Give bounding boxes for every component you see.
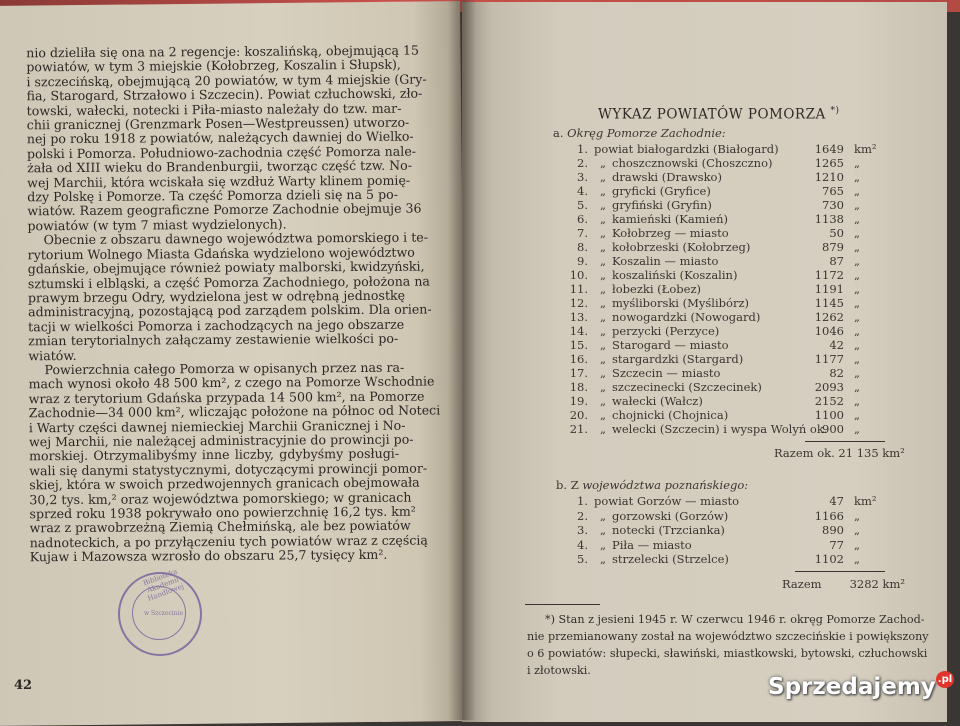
district-name: notecki (Trzcianka) bbox=[612, 523, 725, 537]
ditto-mark: „ bbox=[600, 170, 606, 184]
sum-rule bbox=[805, 441, 885, 442]
text-line: fia, Starogard, Strzałowo i Szczecin). Powiat człuchowski, zło- bbox=[26, 85, 423, 104]
watermark-suffix: .pl bbox=[936, 671, 954, 688]
table-row bbox=[560, 352, 890, 366]
text-line: nej po roku 1918 z powiatów, należących dawniej do Wielko- bbox=[26, 129, 414, 147]
title-text: WYKAZ POWIATÓW POMORZA bbox=[598, 106, 826, 123]
area-unit: „ bbox=[854, 422, 860, 436]
area-value: 1265 bbox=[814, 156, 844, 170]
text-line: 30,2 tys. km,² oraz województwa pomorskiego; w granicach bbox=[29, 489, 412, 507]
district-name: drawski (Drawsko) bbox=[612, 170, 722, 184]
area-unit: „ bbox=[854, 324, 860, 338]
area-value: 1210 bbox=[814, 170, 844, 184]
row-number: 11. bbox=[569, 282, 588, 296]
area-unit: „ bbox=[854, 523, 860, 537]
text-line: nadnoteckich, a po przyłączeniu tych powiatów wraz z częścią bbox=[29, 532, 428, 551]
district-name: kołobrzeski (Kołobrzeg) bbox=[612, 240, 751, 254]
table-row bbox=[560, 509, 890, 523]
table-row bbox=[560, 254, 890, 268]
district-name: gryficki (Gryfice) bbox=[612, 184, 711, 198]
table-row bbox=[560, 240, 890, 254]
table-row bbox=[560, 366, 890, 380]
area-value: 47 bbox=[829, 494, 844, 508]
row-number: 3. bbox=[577, 523, 588, 537]
ditto-mark: „ bbox=[600, 394, 606, 408]
area-unit: „ bbox=[854, 240, 860, 254]
ditto-mark: „ bbox=[600, 310, 606, 324]
area-value: 77 bbox=[829, 537, 844, 552]
text-line: towski, wałecki, notecki i Piła-miasto należały do tzw. mar- bbox=[26, 100, 402, 118]
text-line: mach wynosi około 48 500 km², z czego na Pomorze Wschodnie bbox=[28, 373, 435, 392]
district-name: powiat Gorzów — miasto bbox=[594, 494, 740, 508]
section-letter: a. bbox=[553, 126, 564, 140]
table-row bbox=[560, 380, 890, 394]
district-name: strzelecki (Strzelce) bbox=[612, 552, 729, 566]
row-number: 6. bbox=[577, 212, 588, 226]
district-name: Piła — miasto bbox=[612, 537, 692, 552]
text-line: i szczecińską, obejmującą 20 powiatów, w tym 4 miejskie (Gry- bbox=[26, 71, 427, 90]
table-row bbox=[560, 324, 890, 338]
row-number: 21. bbox=[569, 422, 588, 436]
area-unit: „ bbox=[854, 226, 860, 240]
row-number: 3. bbox=[577, 170, 588, 184]
area-value: 1145 bbox=[814, 296, 844, 310]
district-name: kamieński (Kamień) bbox=[612, 212, 729, 226]
table-row bbox=[560, 338, 890, 352]
area-value: 2152 bbox=[814, 394, 844, 408]
footnote-line: i złotowski. bbox=[527, 664, 591, 677]
district-name: Szczecin — miasto bbox=[612, 366, 721, 380]
area-value: 50 bbox=[829, 226, 844, 240]
ditto-mark: „ bbox=[600, 156, 606, 170]
sum-rule bbox=[795, 571, 885, 572]
district-name: welecki (Szczecin) i wyspa Wolyń ok. bbox=[612, 422, 828, 436]
text-line: wraz z terytorium Gdańska przypada 14 500 km², na Pomorze bbox=[28, 388, 425, 407]
district-name: Starogard — miasto bbox=[612, 338, 729, 352]
area-unit: „ bbox=[854, 310, 860, 324]
section-letter: b. bbox=[556, 478, 568, 492]
district-name: chojnicki (Chojnica) bbox=[612, 408, 729, 422]
text-line: sprzed roku 1938 pokrywało ono powierzchnię 16,2 tys. km² bbox=[29, 503, 416, 522]
ditto-mark: „ bbox=[600, 254, 606, 268]
text-line: wiatów. Razem geograficzne Pomorze Zachodnie obejmuje 36 bbox=[27, 201, 422, 219]
text-line: zmian terytorialnych załączamy zestawienie wielkości po- bbox=[28, 330, 399, 349]
area-unit: „ bbox=[854, 198, 860, 212]
table-row bbox=[560, 494, 890, 508]
district-name: Koszalin — miasto bbox=[612, 254, 719, 268]
section-a-heading bbox=[553, 126, 726, 140]
area-unit: km² bbox=[854, 494, 877, 508]
row-number: 16. bbox=[569, 352, 588, 366]
area-unit: „ bbox=[854, 254, 860, 268]
row-number: 10. bbox=[569, 268, 588, 282]
ditto-mark: „ bbox=[600, 282, 606, 296]
district-name: koszaliński (Koszalin) bbox=[612, 268, 738, 282]
ditto-mark: „ bbox=[600, 366, 606, 380]
text-line: dzy Polskę i Pomorze. Ta część Pomorza dzieli się na 5 po- bbox=[27, 186, 398, 205]
table-row bbox=[560, 282, 890, 296]
text-line: prawym brzegu Odry, wydzielona jest w odrębną jednostkę bbox=[27, 287, 406, 306]
area-value: 1102 bbox=[814, 552, 844, 566]
ditto-mark: „ bbox=[600, 226, 606, 240]
district-name: stargardzki (Stargard) bbox=[612, 352, 744, 366]
area-value: 900 bbox=[822, 422, 844, 436]
area-unit: „ bbox=[854, 338, 860, 352]
section-a-total: Razem ok. 21 135 km² bbox=[774, 446, 905, 460]
text-line: wali się danymi statystycznymi, dotyczącymi prowincji pomor- bbox=[29, 460, 428, 479]
table-row bbox=[560, 268, 890, 282]
area-value: 1649 bbox=[814, 142, 844, 156]
section-title: Okręg Pomorze Zachodnie: bbox=[567, 126, 726, 140]
ditto-mark: „ bbox=[600, 508, 606, 523]
district-name: gorzowski (Gorzów) bbox=[612, 508, 729, 523]
ditto-mark: „ bbox=[600, 338, 606, 352]
ditto-mark: „ bbox=[600, 268, 606, 282]
row-number: 14. bbox=[569, 324, 588, 338]
area-value: 890 bbox=[822, 523, 844, 537]
ditto-mark: „ bbox=[600, 552, 606, 566]
text-line: i Warty części dawnej niemieckiej Marchii Granicznej i No- bbox=[28, 417, 406, 435]
area-value: 2093 bbox=[814, 380, 844, 394]
ditto-mark: „ bbox=[600, 422, 606, 436]
footnote-marker: *) bbox=[830, 106, 840, 116]
text-line: wraz z prawobrzeżną Ziemią Chełmińską, ale bez powiatów bbox=[29, 518, 411, 536]
text-line: Obecnie z obszaru dawnego województwa pomorskiego i te- bbox=[43, 229, 429, 248]
total-label: Razem bbox=[782, 577, 822, 591]
area-unit: „ bbox=[854, 268, 860, 282]
text-line: polski i Pomorza. Południowo-zachodnia część Pomorza nale- bbox=[26, 143, 417, 162]
section-b-heading bbox=[556, 478, 748, 492]
text-line: gdańskie, obejmujące również powiaty malborski, kwidzyński, bbox=[27, 258, 425, 277]
area-value: 1177 bbox=[814, 352, 844, 366]
area-value: 87 bbox=[829, 254, 844, 268]
area-value: 1138 bbox=[814, 212, 844, 226]
area-unit: „ bbox=[854, 394, 860, 408]
area-unit: „ bbox=[854, 537, 860, 552]
section-prefix: Z bbox=[570, 478, 579, 492]
area-unit: „ bbox=[854, 508, 860, 523]
table-title bbox=[598, 106, 840, 123]
footnote-line: *) Stan z jesieni 1945 r. W czerwcu 1946 r. okręg Pomorze Zachod- bbox=[545, 613, 925, 626]
table-row bbox=[560, 538, 890, 552]
footnote bbox=[527, 611, 929, 679]
area-value: 730 bbox=[822, 198, 844, 212]
area-unit: „ bbox=[854, 408, 860, 422]
table-row bbox=[560, 394, 890, 408]
area-unit: „ bbox=[854, 282, 860, 296]
district-name: wałecki (Wałcz) bbox=[612, 394, 703, 408]
table-row bbox=[560, 142, 890, 156]
table-row bbox=[560, 198, 890, 212]
text-line: chii granicznej (Grenzmark Posen—Westpreussen) utworzo- bbox=[26, 114, 410, 133]
district-name: myśliborski (Myślibórz) bbox=[612, 296, 749, 310]
district-name: Kołobrzeg — miasto bbox=[612, 226, 729, 240]
row-number: 18. bbox=[569, 380, 588, 394]
area-value: 42 bbox=[829, 338, 844, 352]
ditto-mark: „ bbox=[600, 523, 606, 537]
watermark-text: Sprzedajemy bbox=[768, 674, 936, 700]
area-value: 1191 bbox=[814, 282, 844, 296]
district-name: szczecinecki (Szczecinek) bbox=[612, 380, 762, 394]
district-name: łobezki (Łobez) bbox=[612, 282, 701, 296]
table-row bbox=[560, 408, 890, 422]
table-row bbox=[560, 170, 890, 184]
section-title: województwa poznańskiego: bbox=[582, 478, 749, 492]
text-line: powiatów (w tym 7 miast wydzielonych). bbox=[27, 216, 287, 234]
area-value: 879 bbox=[822, 240, 844, 254]
row-number: 20. bbox=[569, 408, 588, 422]
table-row bbox=[560, 156, 890, 170]
text-line: Kujaw i Mazowsza wzrosło do obszaru 25,7 tysięcy km². bbox=[29, 547, 388, 565]
text-line: administracyjną, pozostającą pod zarządem polskim. Dla orien- bbox=[27, 301, 432, 320]
text-line: Powierzchnia całego Pomorza w opisanych przez nas ra- bbox=[44, 359, 405, 378]
table-row bbox=[560, 296, 890, 310]
district-name: powiat białogardzki (Białogard) bbox=[594, 142, 779, 156]
row-number: 1. bbox=[577, 142, 588, 156]
text-line: sztumski i elbląski, a część Pomorza Zachodniego, położona na bbox=[27, 272, 430, 291]
footnote-line: o 6 powiatów: słupecki, sławiński, miastkowski, bytowski, człuchowski bbox=[527, 647, 928, 660]
ditto-mark: „ bbox=[600, 184, 606, 198]
area-value: 1100 bbox=[814, 408, 844, 422]
stamp-text: Biblioteka Akademii Handlowej bbox=[142, 567, 185, 603]
watermark-logo bbox=[768, 674, 954, 700]
row-number: 13. bbox=[569, 310, 588, 324]
ditto-mark: „ bbox=[600, 537, 606, 552]
stamp-place: w Szczecinie bbox=[144, 610, 183, 617]
district-name: perzycki (Perzyce) bbox=[612, 324, 720, 338]
total-value: 3282 km² bbox=[849, 577, 905, 591]
area-unit: km² bbox=[854, 142, 877, 156]
row-number: 4. bbox=[577, 184, 588, 198]
table-row bbox=[560, 422, 890, 436]
text-line: tacji w wielkości Pomorza i zachodzących na jego obszarze bbox=[28, 316, 405, 335]
district-name: nowogardzki (Nowogard) bbox=[612, 310, 761, 324]
ditto-mark: „ bbox=[600, 240, 606, 254]
area-unit: „ bbox=[854, 552, 860, 566]
table-row bbox=[560, 552, 890, 566]
district-name: gryfiński (Gryfin) bbox=[612, 198, 712, 212]
text-line: rytorium Wolnego Miasta Gdańska wydzielono województwo bbox=[27, 244, 415, 262]
area-value: 1166 bbox=[814, 508, 844, 523]
text-line: żała od XIII wieku do Brandenburgii, tworząc część tzw. No- bbox=[26, 157, 413, 176]
area-value: 1172 bbox=[814, 268, 844, 282]
ditto-mark: „ bbox=[600, 198, 606, 212]
row-number: 4. bbox=[577, 537, 588, 552]
text-line: wej Marchii, nie należącej administracyjnie do prowincji po- bbox=[28, 431, 414, 450]
text-line: nio dzieliła się ona na 2 regencje: koszalińską, obejmującą 15 bbox=[26, 42, 420, 61]
table-row bbox=[560, 212, 890, 226]
table-row bbox=[560, 184, 890, 198]
text-line: Zachodnie—34 000 km², wliczając położone na północ od Noteci bbox=[28, 402, 441, 421]
text-line: wej Marchii, która wciskała się wzdłuż Warty klinem pomię- bbox=[27, 172, 411, 190]
area-unit: „ bbox=[854, 212, 860, 226]
ditto-mark: „ bbox=[600, 324, 606, 338]
row-number: 5. bbox=[577, 198, 588, 212]
text-line: powiatów, w tym 3 miejskie (Kołobrzeg, Koszalin i Słupsk), bbox=[26, 57, 401, 75]
area-value: 82 bbox=[829, 366, 844, 380]
footnote-line: nie przemianowany został na województwo szczecińskie i powiększony bbox=[527, 630, 929, 643]
row-number: 2. bbox=[577, 508, 588, 523]
area-value: 1262 bbox=[814, 310, 844, 324]
row-number: 9. bbox=[577, 254, 588, 268]
row-number: 19. bbox=[569, 394, 588, 408]
ditto-mark: „ bbox=[600, 296, 606, 310]
area-unit: „ bbox=[854, 156, 860, 170]
row-number: 7. bbox=[577, 226, 588, 240]
area-unit: „ bbox=[854, 296, 860, 310]
area-unit: „ bbox=[854, 366, 860, 380]
row-number: 17. bbox=[569, 366, 588, 380]
text-line: morskiej. Otrzymalibyśmy inne liczby, gdybyśmy posługi- bbox=[29, 446, 400, 464]
row-number: 1. bbox=[577, 494, 588, 508]
ditto-mark: „ bbox=[600, 212, 606, 226]
area-unit: „ bbox=[854, 170, 860, 184]
table-row bbox=[560, 310, 890, 324]
ditto-mark: „ bbox=[600, 380, 606, 394]
page-number: 42 bbox=[14, 678, 33, 693]
ditto-mark: „ bbox=[600, 352, 606, 366]
row-number: 15. bbox=[569, 338, 588, 352]
table-row bbox=[560, 523, 890, 537]
area-unit: „ bbox=[854, 380, 860, 394]
text-line: skiej, która w swoich przedwojennych granicach obejmowała bbox=[29, 474, 420, 493]
text-line: wiatów. bbox=[28, 347, 77, 363]
row-number: 2. bbox=[577, 156, 588, 170]
ditto-mark: „ bbox=[600, 408, 606, 422]
section-b-total bbox=[782, 577, 905, 591]
area-value: 765 bbox=[822, 184, 844, 198]
footnote-rule bbox=[525, 604, 600, 605]
row-number: 8. bbox=[577, 240, 588, 254]
table-row bbox=[560, 226, 890, 240]
row-number: 12. bbox=[569, 296, 588, 310]
row-number: 5. bbox=[577, 552, 588, 566]
area-unit: „ bbox=[854, 184, 860, 198]
district-name: choszcznowski (Choszczno) bbox=[612, 156, 773, 170]
area-unit: „ bbox=[854, 352, 860, 366]
area-value: 1046 bbox=[814, 324, 844, 338]
